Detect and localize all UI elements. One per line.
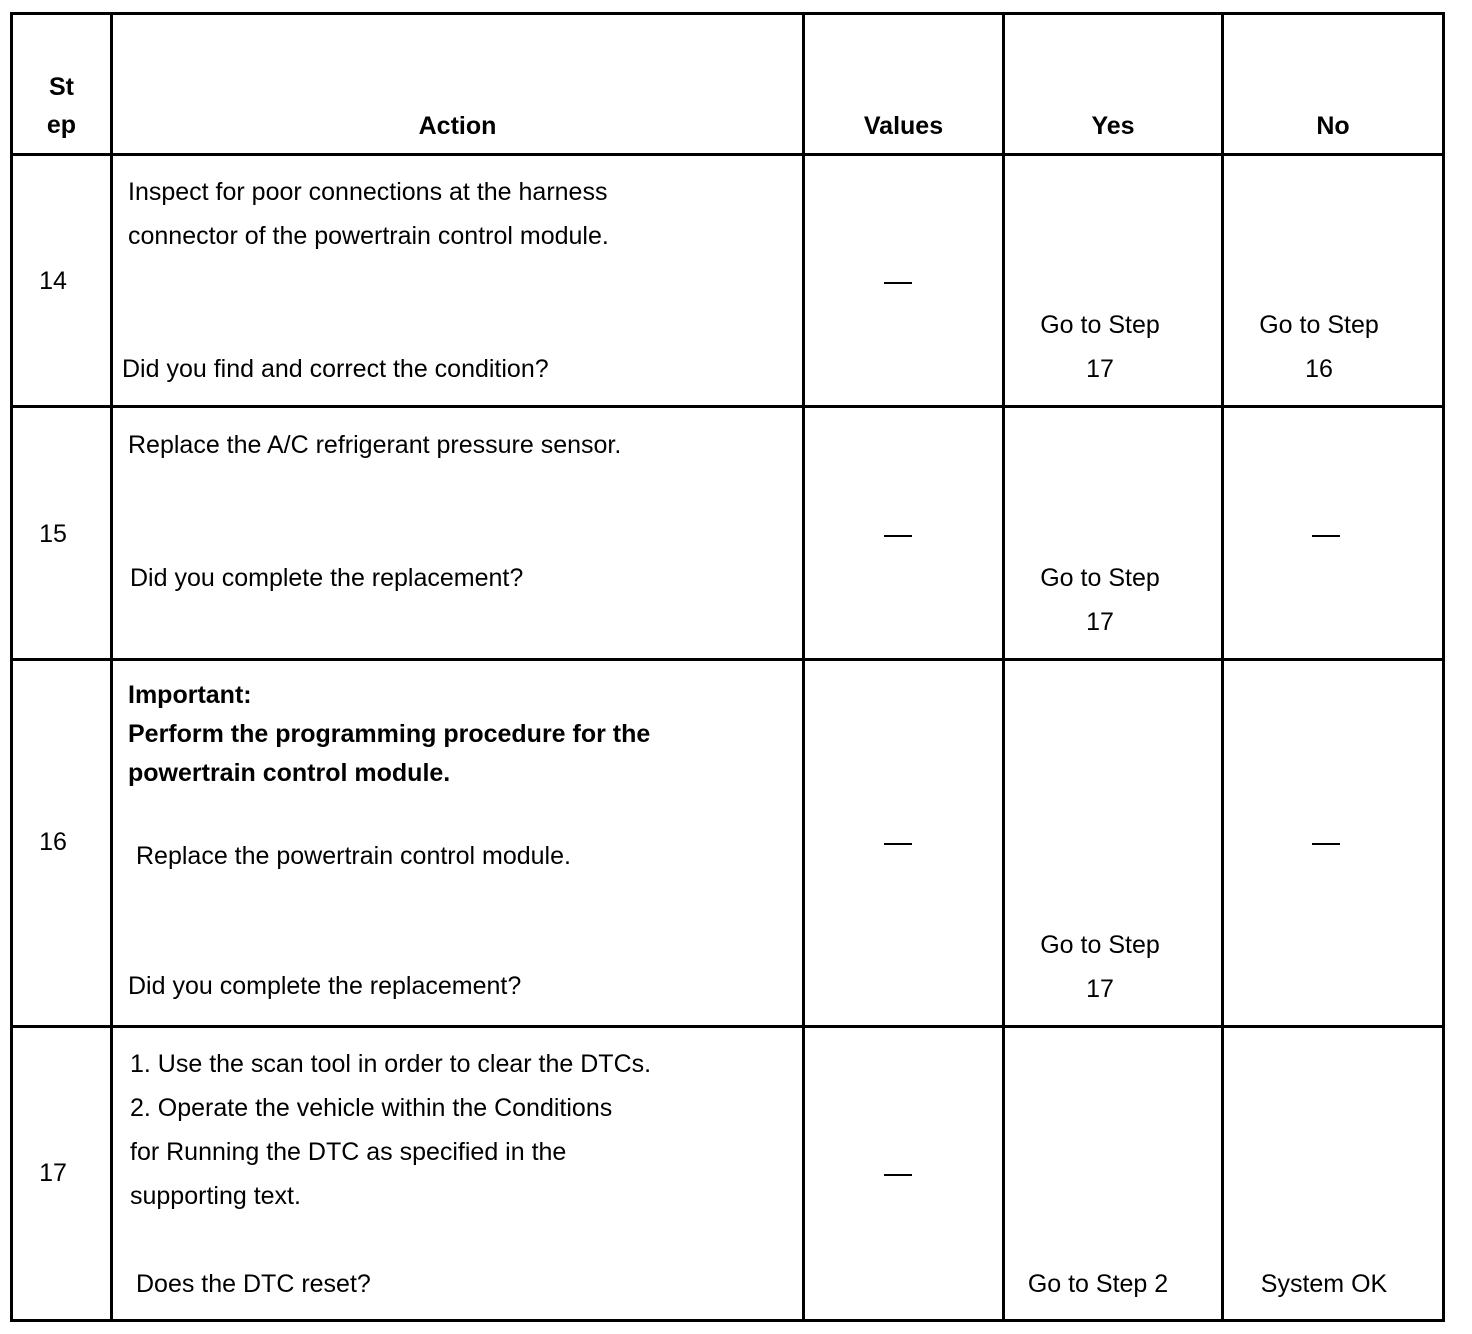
diagnostic-table xyxy=(10,12,1445,1322)
values-dash xyxy=(884,1174,912,1176)
header-step: St ep xyxy=(46,73,77,139)
action-question: Did you find and correct the condition? xyxy=(122,355,549,383)
header-no: No xyxy=(1316,112,1350,140)
header-values: Values xyxy=(863,112,944,140)
table-rule xyxy=(110,12,113,1322)
step-number: 15 xyxy=(39,520,67,548)
table-rule xyxy=(1002,12,1005,1322)
yes-target: Go to Step 2 xyxy=(1027,1270,1169,1298)
table-rule xyxy=(10,1319,1445,1322)
no-target: System OK xyxy=(1260,1270,1388,1298)
action-text: Replace the powertrain control module. xyxy=(136,842,571,870)
important-note: Important: Perform the programming procedure for the powertrain control module. xyxy=(128,681,651,787)
no-dash xyxy=(1312,535,1340,537)
table-rule xyxy=(1221,12,1224,1322)
values-dash xyxy=(884,535,912,537)
table-rule xyxy=(802,12,805,1322)
table-rule xyxy=(10,405,1445,408)
action-text: 1. Use the scan tool in order to clear the DTCs. 2. Operate the vehicle within the Conditions for Running the DTC as specified in the supporting text. xyxy=(130,1050,652,1210)
action-question: Does the DTC reset? xyxy=(136,1270,371,1298)
table-rule xyxy=(10,12,1445,15)
no-dash xyxy=(1312,843,1340,845)
table-rule xyxy=(10,12,13,1322)
no-target: Go to Step 16 xyxy=(1259,311,1379,383)
table-rule xyxy=(10,1025,1445,1028)
action-question: Did you complete the replacement? xyxy=(128,972,522,1000)
values-dash xyxy=(884,843,912,845)
step-number: 16 xyxy=(39,828,67,856)
step-number: 14 xyxy=(39,267,67,295)
table-rule xyxy=(10,658,1445,661)
yes-target: Go to Step 17 xyxy=(1040,311,1160,383)
action-text: Replace the A/C refrigerant pressure sensor. xyxy=(128,431,622,459)
table-rule xyxy=(1442,12,1445,1322)
yes-target: Go to Step 17 xyxy=(1040,931,1160,1003)
table-rule xyxy=(10,153,1445,156)
step-number: 17 xyxy=(39,1159,67,1187)
action-question: Did you complete the replacement? xyxy=(130,564,524,592)
values-dash xyxy=(884,282,912,284)
yes-target: Go to Step 17 xyxy=(1040,564,1160,636)
header-yes: Yes xyxy=(1091,112,1135,140)
header-action: Action xyxy=(418,112,497,140)
action-text: Inspect for poor connections at the harness connector of the powertrain control module. xyxy=(128,178,609,250)
